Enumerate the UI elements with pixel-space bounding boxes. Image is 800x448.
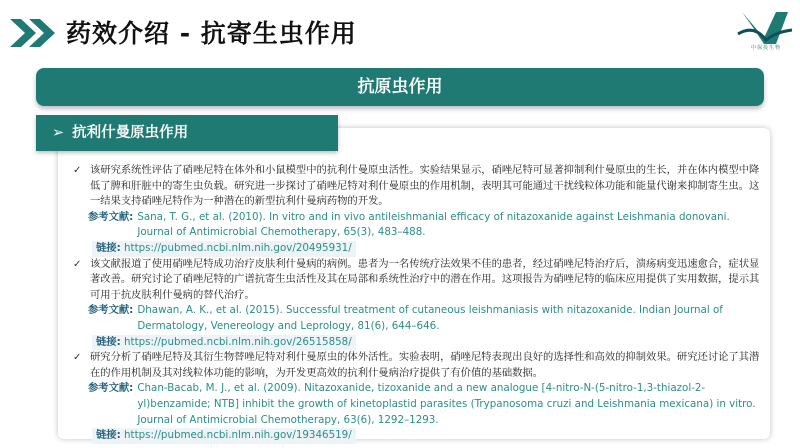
link-row: [92, 241, 356, 257]
section-title: [52, 115, 188, 151]
reference: [88, 210, 762, 241]
section-header: [36, 115, 338, 151]
arrow-icon: ➢: [52, 125, 65, 141]
reference-link[interactable]: https://pubmed.ncbi.nlm.nih.gov/19346519/: [124, 429, 352, 442]
reference: [88, 381, 762, 428]
reference-label: 参考文献:: [88, 304, 134, 317]
link-label: 链接:: [96, 241, 121, 254]
entry-summary: 研究分析了硝唑尼特及其衍生物替唑尼特对利什曼原虫的体外活性。实验表明，硝唑尼特表现出良好的选择性和高效的抑制效果。研究还讨论了其潜在的作用机制及其对线粒体功能的影响，为开发更高效的抗利什曼病治疗提供了有价值的基础数据。: [90, 351, 760, 379]
link-label: 链接:: [96, 335, 121, 348]
checkmark-icon: ✓: [73, 258, 82, 270]
list-item: [72, 350, 762, 444]
double-chevron-icon: [10, 16, 58, 50]
logo-text: 中保投生物: [750, 45, 781, 51]
list-item: [72, 257, 762, 351]
reference: [88, 303, 762, 334]
link-row: [92, 428, 356, 444]
company-logo: [734, 4, 796, 60]
page-title: 药效介绍 - 抗寄生虫作用: [66, 19, 357, 48]
reference-list: [72, 163, 762, 444]
reference-link[interactable]: https://pubmed.ncbi.nlm.nih.gov/26515858/: [124, 335, 352, 348]
reference-link[interactable]: https://pubmed.ncbi.nlm.nih.gov/20495931/: [124, 241, 352, 254]
link-label: 链接:: [96, 429, 121, 442]
checkmark-icon: ✓: [73, 352, 82, 364]
topic-banner: [36, 68, 764, 106]
reference-text: Sana, T. G., et al. (2010). In vitro and in vivo antileishmanial efficacy of nitazoxanide against Leishmania donovani. Journal of Antimicrobial Chemotherapy, 65(3), 483–488.: [137, 210, 730, 239]
section-title-text: 抗利什曼原虫作用: [72, 125, 189, 141]
checkmark-icon: ✓: [73, 165, 82, 176]
reference-text: Dhawan, A. K., et al. (2015). Successful treatment of cutaneous leishmaniasis with nitazoxanide. Indian Journal of Dermatology, Venereology and Leprology, 81(6), 644–646.: [137, 304, 723, 332]
entry-summary: 该研究系统性评估了硝唑尼特在体外和小鼠模型中的抗利什曼原虫活性。实验结果显示，硝唑尼特可显著抑制利什曼原虫的生长，并在体内模型中降低了脾和肝脏中的寄生虫负载。研究进一步探讨了硝唑尼特对利什曼原虫的作用机制，表明其可能通过干扰线粒体功能和能量代谢来抑制寄生虫。这一结果支持硝唑尼特作为一种潜在的新型抗利什曼病药物的开发。: [90, 164, 760, 208]
reference-text: Chan-Bacab, M. J., et al. (2009). Nitazoxanide, tizoxanide and a new analogue [4-nitro-N-(5-nitro-1,3-thiazol-2-yl)benzamide; NTB] inhibit the growth of kinetoplastid parasites (Trypanosoma cruzi and Leishmania mexicana) in vitro. Journal of Antimicrobial Chemotherapy, 63(6), 1292–1293.: [137, 382, 756, 426]
list-item: [72, 163, 762, 257]
banner-title: 抗原虫作用: [357, 77, 443, 97]
link-row: [92, 335, 356, 351]
entry-summary: 该文献报道了使用硝唑尼特成功治疗皮肤利什曼病的病例。患者为一名传统疗法效果不佳的患者，经过硝唑尼特治疗后，溃疡病变迅速愈合，症状显著改善。研究讨论了硝唑尼特的广谱抗寄生虫活性及其在局部和系统性治疗中的潜在作用。这项报告为硝唑尼特的临床应用提供了实用数据，提示其可用于抗皮肤利什曼病的替代治疗。: [90, 257, 760, 301]
reference-label: 参考文献:: [88, 382, 134, 395]
reference-label: 参考文献:: [88, 210, 134, 223]
